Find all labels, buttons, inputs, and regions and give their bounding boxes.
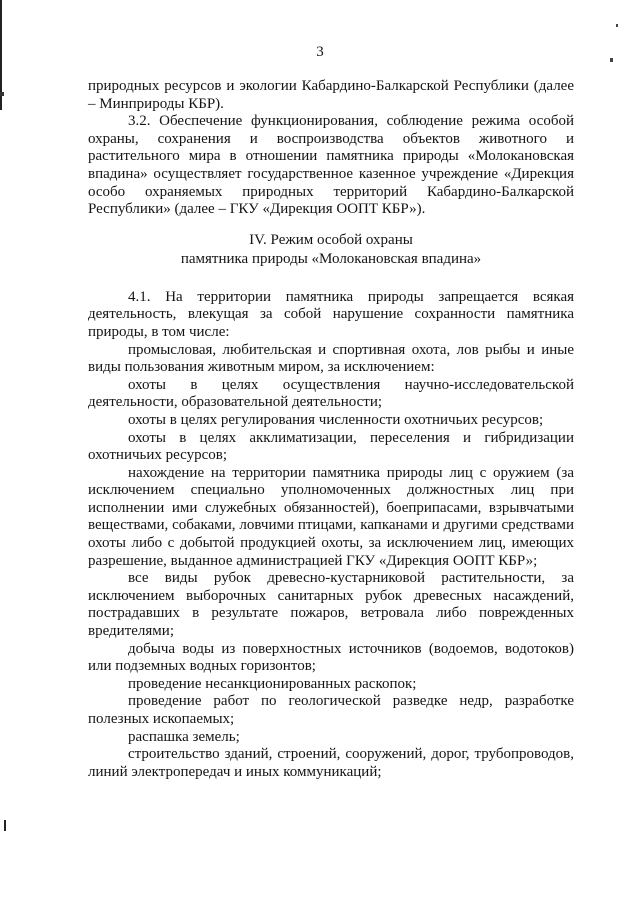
scan-speck (616, 24, 618, 27)
section-heading: IV. Режим особой охраны (249, 231, 413, 248)
list-item-construction: строительство зданий, строений, сооружений, дорог, трубопроводов, линий электропередач и иных коммуникаций; (88, 746, 574, 780)
list-item-research-hunting: охоты в целях осуществления научно-исследовательской деятельности, образовательной деятельности; (88, 376, 574, 411)
section-heading-subtitle: памятника природы «Молокановская впадина» (180, 250, 482, 267)
list-item-hunting: промысловая, любительская и спортивная охота, лов рыбы и иные виды пользования животным миром, за исключением: (88, 341, 574, 376)
list-item-excavations: проведение несанкционированных раскопок; (128, 675, 417, 692)
list-item-weapons: нахождение на территории памятника природы лиц с оружием (за исключением специально уполномоченных должностных лиц при исполнении ими служебных обязанностей), боеприпасами, взрывчатыми веществами, собаками, ловчими птицами, капканами и другими средствами охоты либо с добытой продукцией охоты, за исключением лиц, имеющих разрешение, выданное администрацией ГКУ «Дирекция ООПТ КБР»; (88, 464, 574, 569)
scan-speck (4, 820, 6, 831)
list-item-acclimatization-hunting: охоты в целях акклиматизации, переселения и гибридизации охотничьих ресурсов; (88, 429, 574, 464)
list-item-logging: все виды рубок древесно-кустарниковой растительности, за исключением выборочных санитарных рубок древесных насаждений, пострадавших в результате пожаров, ветровала либо поврежденных вредителями; (88, 570, 574, 640)
document-body (88, 78, 574, 781)
list-item-regulation-hunting: охоты в целях регулирования численности охотничьих ресурсов; (128, 411, 544, 428)
list-item-plowing: распашка земель; (128, 728, 240, 745)
list-item-water-extraction: добыча воды из поверхностных источников (водоемов, водотоков) или подземных водных горизонтов; (88, 640, 574, 675)
scan-speck (0, 92, 4, 96)
page-number: 3 (316, 44, 324, 60)
paragraph-4-1: 4.1. На территории памятника природы запрещается всякая деятельность, влекущая за собой нарушение сохранности памятника природы, в том числе: (88, 288, 574, 340)
paragraph-3-2: 3.2. Обеспечение функционирования, соблюдение режима особой охраны, сохранения и воспроизводства объектов животного и растительного мира в отношении памятника природы «Молокановская впадина» осуществляет государственное казенное учреждение «Дирекция особо охраняемых природных территорий Кабардино-Балкарской Республики» (далее – ГКУ «Дирекция ООПТ КБР»). (88, 113, 574, 218)
paragraph-continuation: природных ресурсов и экологии Кабардино-Балкарской Республики (далее – Минприроды КБР). (88, 78, 574, 112)
list-item-geology: проведение работ по геологической разведке недр, разработке полезных ископаемых; (88, 693, 574, 727)
